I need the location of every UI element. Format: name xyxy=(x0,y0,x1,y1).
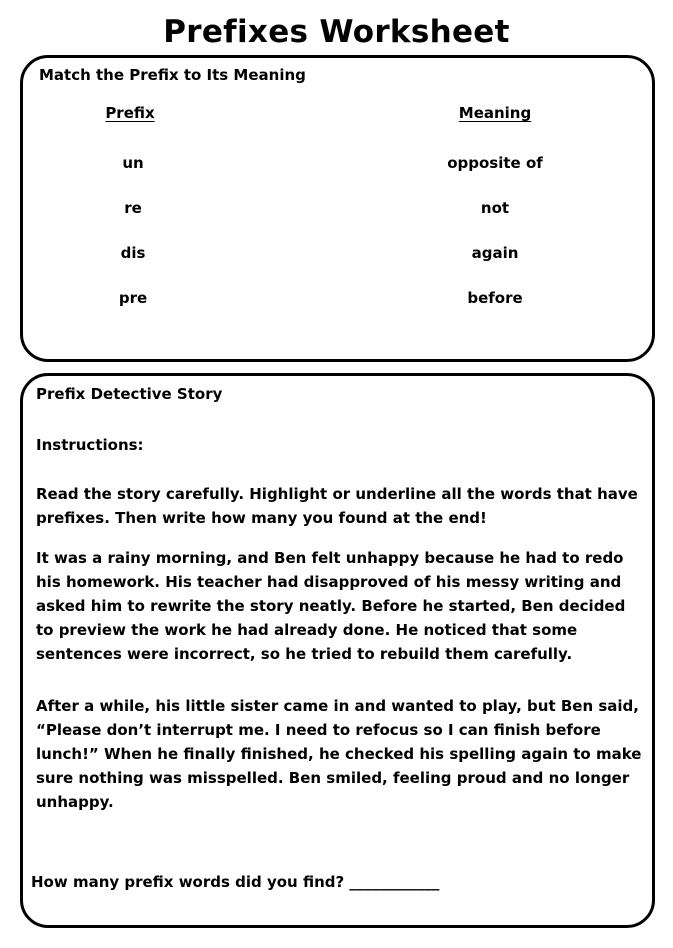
story-paragraph-2: After a while, his little sister came in and wanted to play, but Ben said, “Please don’t interrupt me. I need to refocus so I can finish before lunch!” When he finally finished, he checked his spelling again to make sure nothing was misspelled. Ben smiled, feeling proud and no longer unhappy. xyxy=(36,697,642,811)
story-heading: Prefix Detective Story xyxy=(36,385,223,403)
meaning-item: opposite of xyxy=(447,154,543,172)
instructions-label: Instructions: xyxy=(36,436,144,454)
prefix-item: re xyxy=(124,199,142,217)
worksheet-title: Prefixes Worksheet xyxy=(163,14,510,50)
instructions-text: Read the story carefully. Highlight or underline all the words that have prefixes. Then write how many you found at the end! xyxy=(36,485,638,527)
story-paragraph-1: It was a rainy morning, and Ben felt unhappy because he had to redo his homework. His teacher had disapproved of his messy writing and asked him to rewrite the story neatly. Before he started, Ben decided to preview the work he had already done. He noticed that some sentences were incorrect, so he tried to rebuild them carefully. xyxy=(36,549,626,663)
meaning-item: again xyxy=(471,244,519,262)
answer-question: How many prefix words did you find? ____________ xyxy=(31,873,440,891)
prefix-item: un xyxy=(122,154,144,172)
prefix-item: pre xyxy=(118,289,148,307)
meaning-item: before xyxy=(467,289,523,307)
meaning-column-header: Meaning xyxy=(458,104,532,122)
meaning-item: not xyxy=(480,199,510,217)
prefix-item: dis xyxy=(120,244,146,262)
matching-heading: Match the Prefix to Its Meaning xyxy=(39,66,306,84)
prefix-column-header: Prefix xyxy=(105,104,155,122)
